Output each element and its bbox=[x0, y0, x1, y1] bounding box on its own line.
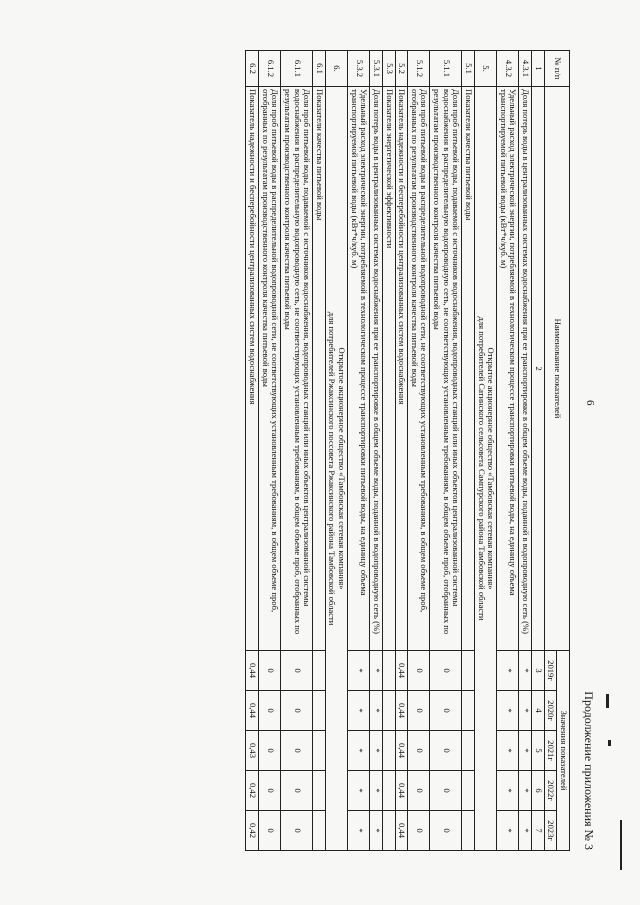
rotated-page bbox=[50, 40, 610, 860]
row-number: 6.1 bbox=[313, 51, 326, 87]
indicator-value: * bbox=[519, 811, 532, 851]
row-number: 5.1 bbox=[462, 51, 475, 87]
indicator-value: * bbox=[497, 811, 519, 851]
indicator-value: * bbox=[497, 691, 519, 731]
indicator-value: * bbox=[370, 731, 383, 771]
empty-value-cell bbox=[383, 811, 396, 851]
indicator-value: 0,44 bbox=[246, 651, 259, 691]
empty-value-cell bbox=[462, 811, 475, 851]
indicator-name: Показатель надежности и бесперебойности централизованных систем водоснабжения bbox=[246, 87, 259, 651]
indicator-value: 0,44 bbox=[246, 691, 259, 731]
indicator-value: * bbox=[497, 771, 519, 811]
header-values-group: Значения показателей bbox=[557, 651, 570, 851]
indicator-value: 0,44 bbox=[395, 731, 408, 771]
indicator-name: Доля проб питьевой воды в распределительной водопроводной сети, не соответствующих установленным требованиям, в общем объеме проб, отобранных по результатам производственного контроля качества питьевой воды bbox=[408, 87, 430, 651]
col-number: 7 bbox=[532, 811, 545, 851]
empty-value-cell bbox=[313, 691, 326, 731]
row-number: 5.3.2 bbox=[348, 51, 370, 87]
indicator-value: * bbox=[519, 731, 532, 771]
empty-value-cell bbox=[462, 731, 475, 771]
table-body bbox=[246, 51, 532, 851]
empty-value-cell bbox=[313, 731, 326, 771]
indicator-value: * bbox=[519, 651, 532, 691]
indicator-value: * bbox=[348, 811, 370, 851]
scan-mark bbox=[608, 740, 611, 746]
section-title: Показатели энергетической эффективности bbox=[383, 87, 396, 651]
indicator-name: Доля потерь воды в централизованных системах водоснабжения при ее транспортировке в общем объеме воды, поданной в водопроводную сеть (%) bbox=[519, 87, 532, 651]
indicator-value: 0 bbox=[281, 771, 313, 811]
row-number: 6.2 bbox=[246, 51, 259, 87]
row-number: 5.2 bbox=[395, 51, 408, 87]
indicator-value: 0 bbox=[408, 771, 430, 811]
table-row bbox=[475, 51, 497, 851]
indicator-value: * bbox=[519, 771, 532, 811]
indicator-value: 0 bbox=[259, 811, 281, 851]
indicator-value: 0,44 bbox=[395, 691, 408, 731]
scan-mark bbox=[620, 820, 622, 870]
indicator-name: Удельный расход электрической энергии, потребляемой в технологическом процессе транспортировки питьевой воды, на единицу объема транспортируемой питьевой воды (кВт*ч/куб. м) bbox=[497, 87, 519, 651]
indicator-value: 0 bbox=[281, 691, 313, 731]
indicator-value: 0 bbox=[408, 731, 430, 771]
org-name: Открытое акционерное общество «Тамбовская сетевая компания» bbox=[486, 347, 497, 590]
empty-value-cell bbox=[383, 731, 396, 771]
row-number: 6. bbox=[325, 51, 347, 87]
indicator-value: * bbox=[348, 771, 370, 811]
indicator-value: 0,43 bbox=[246, 731, 259, 771]
indicator-value: 0 bbox=[408, 691, 430, 731]
indicator-value: * bbox=[497, 651, 519, 691]
table-row bbox=[395, 51, 408, 851]
indicator-value: 0 bbox=[281, 651, 313, 691]
indicator-value: 0 bbox=[259, 731, 281, 771]
indicator-value: * bbox=[348, 691, 370, 731]
table-row bbox=[462, 51, 475, 851]
table-row bbox=[430, 51, 462, 851]
header-year: 2022г bbox=[544, 771, 557, 811]
table-row bbox=[519, 51, 532, 851]
table-row bbox=[348, 51, 370, 851]
indicator-value: * bbox=[348, 651, 370, 691]
row-number: 6.1.2 bbox=[259, 51, 281, 87]
col-number: 6 bbox=[532, 771, 545, 811]
row-number: 5.3.1 bbox=[370, 51, 383, 87]
indicator-value: * bbox=[519, 691, 532, 731]
table-row bbox=[497, 51, 519, 851]
indicator-value: 0,42 bbox=[246, 811, 259, 851]
indicator-value: 0 bbox=[259, 691, 281, 731]
table-row bbox=[383, 51, 396, 851]
section-title: Показатели качества питьевой воды bbox=[462, 87, 475, 651]
indicator-value: 0 bbox=[430, 731, 462, 771]
empty-value-cell bbox=[462, 771, 475, 811]
empty-value-cell bbox=[383, 691, 396, 731]
empty-value-cell bbox=[313, 811, 326, 851]
indicator-value: 0,44 bbox=[395, 771, 408, 811]
col-number: 2 bbox=[532, 87, 545, 651]
empty-value-cell bbox=[383, 771, 396, 811]
indicator-value: 0 bbox=[259, 651, 281, 691]
indicator-value: 0 bbox=[430, 691, 462, 731]
header-year: 2020г bbox=[544, 691, 557, 731]
org-name: Открытое акционерное общество «Тамбовская сетевая компания» bbox=[337, 347, 348, 590]
header-year: 2023г bbox=[544, 811, 557, 851]
row-number: 4.3.2 bbox=[497, 51, 519, 87]
indicator-value: 0 bbox=[430, 771, 462, 811]
row-number: 5.3 bbox=[383, 51, 396, 87]
indicator-name: Доля проб питьевой воды, подаваемой с источников водоснабжения, водопроводных станций или иных объектов централизованной системы водоснабжения в распределительную водопроводную сеть, не соответствующих установленным требованиям, в общем объеме проб, отобранных по результатам производственного контроля качества питьевой воды bbox=[430, 87, 462, 651]
org-consumers: для потребителей Сатинского сельсовета Сампурского района Тамбовской области bbox=[476, 316, 487, 621]
row-number: 4.3.1 bbox=[519, 51, 532, 87]
table-row bbox=[325, 51, 347, 851]
table-row bbox=[408, 51, 430, 851]
table-row bbox=[313, 51, 326, 851]
row-number: 5. bbox=[475, 51, 497, 87]
indicator-name: Доля проб питьевой воды, подаваемой с источников водоснабжения, водопроводных станций или иных объектов централизованной системы водоснабжения в распределительную водопроводную сеть, не соответствующих установленным требованиям, в общем объеме проб, отобранных по результатам производственного контроля качества питьевой воды bbox=[281, 87, 313, 651]
indicator-value: 0 bbox=[259, 771, 281, 811]
col-number: 1 bbox=[532, 51, 545, 87]
page-number: 6 bbox=[584, 400, 596, 406]
indicator-value: * bbox=[370, 691, 383, 731]
indicator-value: 0,44 bbox=[395, 651, 408, 691]
empty-value-cell bbox=[313, 771, 326, 811]
indicator-value: 0 bbox=[281, 811, 313, 851]
col-number: 3 bbox=[532, 651, 545, 691]
indicator-name: Доля потерь воды в централизованных системах водоснабжения при ее транспортировке в общем объеме воды, поданной в водопроводную сеть (%) bbox=[370, 87, 383, 651]
empty-value-cell bbox=[462, 651, 475, 691]
indicator-value: 0 bbox=[430, 811, 462, 851]
indicator-value: * bbox=[370, 811, 383, 851]
header-year: 2021г bbox=[544, 731, 557, 771]
table-row bbox=[370, 51, 383, 851]
indicator-value: 0 bbox=[408, 811, 430, 851]
indicator-name: Удельный расход электрической энергии, потребляемой в технологическом процессе транспортировки питьевой воды, на единицу объема транспортируемой питьевой воды (кВт*ч/куб. м) bbox=[348, 87, 370, 651]
indicator-value: 0,44 bbox=[395, 811, 408, 851]
indicator-value: * bbox=[370, 771, 383, 811]
header-year: 2019г bbox=[544, 651, 557, 691]
empty-value-cell bbox=[462, 691, 475, 731]
table-row bbox=[281, 51, 313, 851]
indicator-value: 0 bbox=[430, 651, 462, 691]
row-number: 6.1.1 bbox=[281, 51, 313, 87]
scan-mark bbox=[606, 694, 609, 708]
col-number: 4 bbox=[532, 691, 545, 731]
indicator-value: * bbox=[370, 651, 383, 691]
indicator-name: Показатель надежности и бесперебойности централизованных систем водоснабжения bbox=[395, 87, 408, 651]
indicator-value: 0 bbox=[408, 651, 430, 691]
indicator-value: 0,42 bbox=[246, 771, 259, 811]
table-row bbox=[259, 51, 281, 851]
org-heading-cell bbox=[475, 87, 497, 851]
col-number: 5 bbox=[532, 731, 545, 771]
header-name: Наименование показателей bbox=[544, 87, 569, 651]
empty-value-cell bbox=[313, 651, 326, 691]
row-number: 5.1.2 bbox=[408, 51, 430, 87]
indicator-value: 0 bbox=[281, 731, 313, 771]
section-title: Показатели качества питьевой воды bbox=[313, 87, 326, 651]
header-num: № п/п bbox=[544, 51, 569, 87]
appendix-label: Продолжение приложения № 3 bbox=[582, 691, 596, 850]
org-heading-cell bbox=[325, 87, 347, 851]
row-number: 5.1.1 bbox=[430, 51, 462, 87]
indicator-value: * bbox=[497, 731, 519, 771]
indicators-table bbox=[246, 50, 571, 851]
indicator-name: Доля проб питьевой воды в распределительной водопроводной сети, не соответствующих установленным требованиям, в общем объеме проб, отобранных по результатам производственного контроля качества питьевой воды bbox=[259, 87, 281, 651]
table-row bbox=[246, 51, 259, 851]
indicator-value: * bbox=[348, 731, 370, 771]
org-consumers: для потребителей Ржаксинского поссовета Ржаксинского района Тамбовской области bbox=[327, 311, 338, 626]
empty-value-cell bbox=[383, 651, 396, 691]
